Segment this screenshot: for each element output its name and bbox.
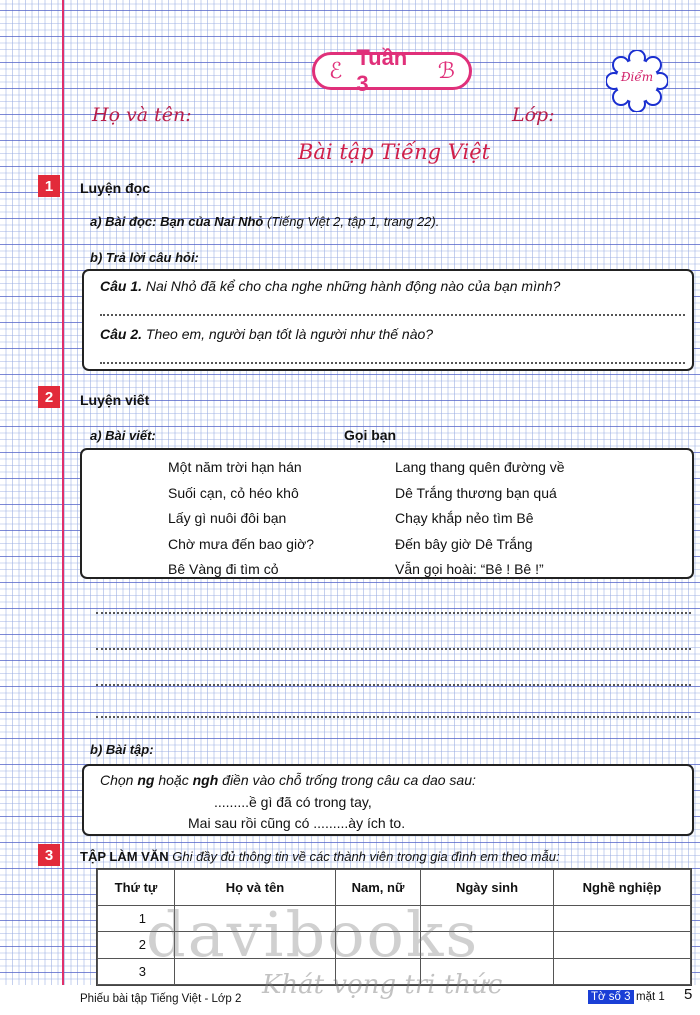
column-header: Nam, nữ	[336, 870, 421, 906]
class-label: Lớp:	[512, 104, 555, 126]
section-3-badge: 3	[38, 844, 60, 866]
exercise-line-1: .........ề gì đã có trong tay,	[214, 794, 372, 810]
section-1-badge: 1	[38, 175, 60, 197]
occupation-cell[interactable]	[554, 958, 691, 984]
writing-line-4[interactable]	[96, 716, 691, 718]
row-number: 2	[98, 932, 175, 958]
answer-line-2[interactable]	[100, 362, 685, 364]
footer-title: Phiếu bài tập Tiếng Việt - Lớp 2	[80, 993, 242, 1005]
poem-line: Một năm trời hạn hán	[168, 459, 302, 475]
writing-line-2[interactable]	[96, 648, 691, 650]
poem-line: Chờ mưa đến bao giờ?	[168, 535, 315, 552]
poem-line: Vẫn gọi hoài: “Bê ! Bê !”	[395, 561, 544, 577]
poem-line: Lang thang quên đường về	[395, 459, 565, 475]
writing-line-1[interactable]	[96, 612, 691, 614]
section-2-heading: Luyện viết	[80, 392, 150, 408]
row-number: 3	[98, 958, 175, 984]
section-3-heading-line	[80, 849, 560, 864]
poem-line: Chạy khắp nẻo tìm Bê	[395, 510, 534, 526]
exercise-label: b) Bài tập:	[90, 742, 154, 757]
poem-line: Bê Vàng đi tìm cỏ	[168, 561, 279, 577]
watermark-slogan: Khát vọng tri thức	[262, 970, 503, 1000]
footer-sheet: Tờ số 3	[588, 990, 634, 1004]
ornament-left-icon: ℰ	[329, 58, 343, 84]
exercise-text: Chọn	[100, 772, 138, 788]
question-2	[100, 326, 433, 342]
write-label: a) Bài viết:	[90, 428, 156, 443]
occupation-cell[interactable]	[554, 906, 691, 932]
exercise-text: điền vào chỗ trống trong câu ca dao sau:	[218, 772, 476, 788]
answer-line-1[interactable]	[100, 314, 685, 316]
answer-label: b) Trả lời câu hỏi:	[90, 250, 199, 265]
question-2-text: Theo em, người bạn tốt là người như thế nào?	[142, 326, 434, 342]
poem-line: Lấy gì nuôi đôi bạn	[168, 510, 287, 526]
column-header: Họ và tên	[175, 870, 336, 906]
exercise-ng: ng	[137, 772, 155, 788]
name-label: Họ và tên:	[92, 104, 192, 126]
row-number: 1	[98, 906, 175, 932]
section-3-heading: TẬP LÀM VĂN	[80, 849, 169, 864]
column-header: Thứ tự	[98, 870, 175, 906]
reading-title: a) Bài đọc: Bạn của Nai Nhỏ	[90, 214, 264, 229]
footer-side: mặt 1	[636, 991, 665, 1003]
section-3-instruction: Ghi đầy đủ thông tin về các thành viên trong gia đình em theo mẫu:	[168, 849, 560, 864]
exercise-text: hoặc	[154, 772, 193, 788]
watermark-brand: davibooks	[146, 898, 480, 971]
column-header: Ngày sinh	[421, 870, 554, 906]
writing-line-3[interactable]	[96, 684, 691, 686]
poem-line: Đến bây giờ Dê Trắng	[395, 535, 533, 552]
occupation-cell[interactable]	[554, 932, 691, 958]
section-2-badge: 2	[38, 386, 60, 408]
poem-title: Gọi bạn	[344, 427, 397, 443]
score-label: Điểm	[620, 70, 654, 84]
page-number: 5	[684, 986, 693, 1003]
question-2-label: Câu 2.	[100, 326, 143, 342]
exercise-instruction	[100, 772, 476, 788]
question-1-text: Nai Nhỏ đã kể cho cha nghe những hành động nào của bạn mình?	[142, 278, 561, 294]
question-1	[100, 278, 560, 294]
margin-line	[62, 0, 64, 1000]
question-1-label: Câu 1.	[100, 278, 143, 294]
poem-left-column	[168, 455, 314, 583]
exercise-ngh: ngh	[192, 772, 219, 788]
exercise-line-2: Mai sau rồi cũng có .........ày ích to.	[188, 815, 406, 831]
week-title: Tuần 3	[356, 45, 408, 96]
section-1-heading: Luyện đọc	[80, 180, 151, 196]
reading-ref: (Tiếng Việt 2, tập 1, trang 22).	[263, 214, 440, 229]
poem-line: Dê Trắng thương bạn quá	[395, 484, 557, 501]
week-title-tab	[312, 45, 472, 96]
ornament-right-icon: ℬ	[437, 58, 455, 84]
column-header: Nghề nghiệp	[554, 870, 691, 906]
poem-line: Suối cạn, cỏ héo khô	[168, 484, 299, 501]
reading-line	[90, 214, 439, 229]
subject-title: Bài tập Tiếng Việt	[298, 140, 491, 164]
poem-right-column	[395, 455, 565, 583]
